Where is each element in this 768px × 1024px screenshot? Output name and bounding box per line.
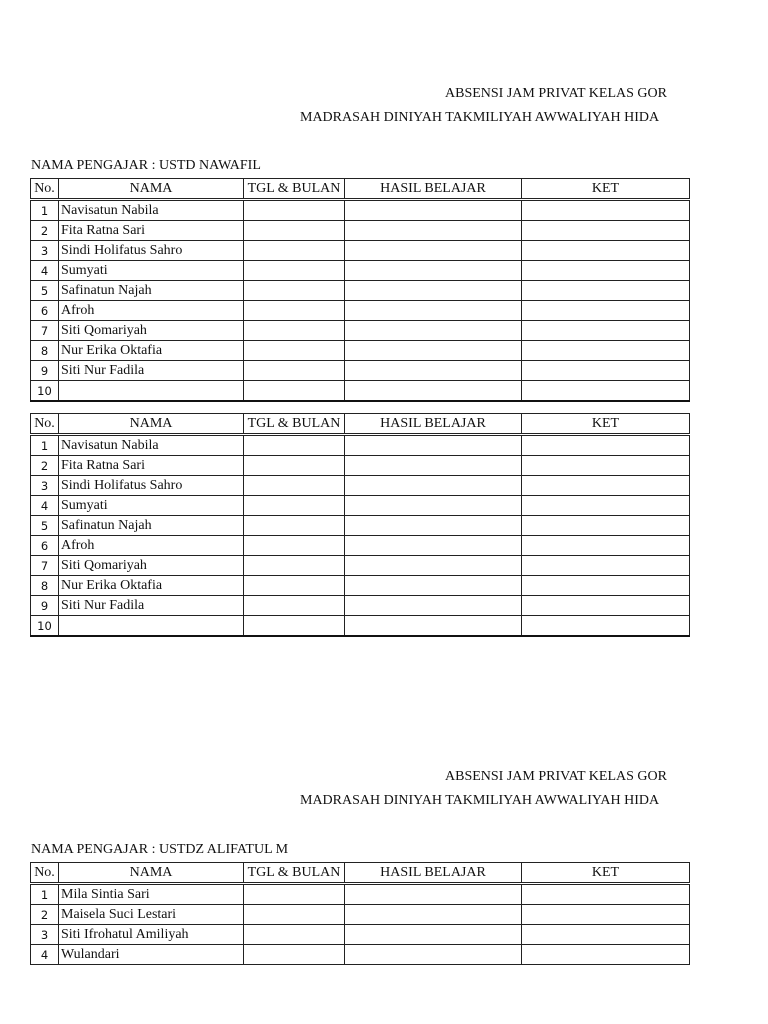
col-header-tgl-bulan: TGL & BULAN: [244, 179, 345, 200]
ket-cell: [522, 905, 690, 925]
name-cell: Afroh: [59, 301, 244, 321]
hasil-belajar-cell: [345, 381, 522, 402]
no-cell: 5: [31, 516, 59, 536]
table-row: [31, 905, 690, 925]
table-row: [31, 516, 690, 536]
table-row: [31, 576, 690, 596]
hasil-belajar-cell: [345, 241, 522, 261]
no-cell: 4: [31, 496, 59, 516]
col-header-no: No.: [31, 863, 59, 884]
ket-cell: [522, 616, 690, 637]
name-cell: Siti Qomariyah: [59, 321, 244, 341]
sheet-subtitle: MADRASAH DINIYAH TAKMILIYAH AWWALIYAH HIDA: [300, 110, 660, 125]
name-cell: Safinatun Najah: [59, 516, 244, 536]
name-cell: Afroh: [59, 536, 244, 556]
name-cell: Wulandari: [59, 945, 244, 965]
name-cell: Nur Erika Oktafia: [59, 341, 244, 361]
ket-cell: [522, 536, 690, 556]
ket-cell: [522, 341, 690, 361]
ket-cell: [522, 261, 690, 281]
hasil-belajar-cell: [345, 596, 522, 616]
ket-cell: [522, 556, 690, 576]
no-cell: 10: [31, 616, 59, 637]
tgl-bulan-cell: [244, 576, 345, 596]
col-header-nama: NAMA: [59, 179, 244, 200]
no-cell: 1: [31, 435, 59, 456]
table-row: [31, 456, 690, 476]
no-cell: 1: [31, 884, 59, 905]
teacher-name: NAMA PENGAJAR : USTD NAWAFIL: [31, 158, 261, 173]
hasil-belajar-cell: [345, 221, 522, 241]
name-cell: Sindi Holifatus Sahro: [59, 476, 244, 496]
name-cell: Navisatun Nabila: [59, 435, 244, 456]
ket-cell: [522, 321, 690, 341]
table-row: [31, 361, 690, 381]
no-cell: 7: [31, 321, 59, 341]
tgl-bulan-cell: [244, 200, 345, 221]
col-header-no: No.: [31, 179, 59, 200]
hasil-belajar-cell: [345, 905, 522, 925]
col-header-hasil-belajar: HASIL BELAJAR: [345, 863, 522, 884]
name-cell: [59, 381, 244, 402]
hasil-belajar-cell: [345, 341, 522, 361]
tgl-bulan-cell: [244, 496, 345, 516]
col-header-nama: NAMA: [59, 414, 244, 435]
no-cell: 4: [31, 945, 59, 965]
no-cell: 2: [31, 905, 59, 925]
hasil-belajar-cell: [345, 301, 522, 321]
col-header-nama: NAMA: [59, 863, 244, 884]
hasil-belajar-cell: [345, 435, 522, 456]
no-cell: 2: [31, 221, 59, 241]
hasil-belajar-cell: [345, 456, 522, 476]
ket-cell: [522, 596, 690, 616]
ket-cell: [522, 925, 690, 945]
col-header-ket: KET: [522, 414, 690, 435]
tgl-bulan-cell: [244, 341, 345, 361]
no-cell: 9: [31, 596, 59, 616]
table-row: [31, 435, 690, 456]
table-row: [31, 381, 690, 402]
tgl-bulan-cell: [244, 905, 345, 925]
tgl-bulan-cell: [244, 321, 345, 341]
col-header-ket: KET: [522, 179, 690, 200]
name-cell: Siti Ifrohatul Amiliyah: [59, 925, 244, 945]
ket-cell: [522, 301, 690, 321]
table-row: [31, 496, 690, 516]
ket-cell: [522, 945, 690, 965]
tgl-bulan-cell: [244, 945, 345, 965]
teacher-name: NAMA PENGAJAR : USTDZ ALIFATUL M: [31, 842, 289, 857]
attendance-table: [30, 862, 690, 965]
ket-cell: [522, 496, 690, 516]
table-row: [31, 321, 690, 341]
tgl-bulan-cell: [244, 241, 345, 261]
hasil-belajar-cell: [345, 616, 522, 637]
tgl-bulan-cell: [244, 616, 345, 637]
hasil-belajar-cell: [345, 536, 522, 556]
name-cell: Sumyati: [59, 496, 244, 516]
hasil-belajar-cell: [345, 945, 522, 965]
ket-cell: [522, 221, 690, 241]
ket-cell: [522, 361, 690, 381]
hasil-belajar-cell: [345, 361, 522, 381]
tgl-bulan-cell: [244, 476, 345, 496]
hasil-belajar-cell: [345, 556, 522, 576]
name-cell: Fita Ratna Sari: [59, 456, 244, 476]
table-row: [31, 200, 690, 221]
ket-cell: [522, 435, 690, 456]
tgl-bulan-cell: [244, 516, 345, 536]
table-row: [31, 221, 690, 241]
ket-cell: [522, 241, 690, 261]
no-cell: 5: [31, 281, 59, 301]
table-row: [31, 261, 690, 281]
sheet-subtitle: MADRASAH DINIYAH TAKMILIYAH AWWALIYAH HIDA: [300, 793, 660, 808]
ket-cell: [522, 381, 690, 402]
hasil-belajar-cell: [345, 200, 522, 221]
name-cell: Fita Ratna Sari: [59, 221, 244, 241]
table-row: [31, 945, 690, 965]
hasil-belajar-cell: [345, 261, 522, 281]
name-cell: [59, 616, 244, 637]
no-cell: 6: [31, 536, 59, 556]
col-header-hasil-belajar: HASIL BELAJAR: [345, 179, 522, 200]
table-row: [31, 616, 690, 637]
table-row: [31, 884, 690, 905]
no-cell: 10: [31, 381, 59, 402]
col-header-no: No.: [31, 414, 59, 435]
name-cell: Mila Sintia Sari: [59, 884, 244, 905]
hasil-belajar-cell: [345, 884, 522, 905]
tgl-bulan-cell: [244, 301, 345, 321]
table-row: [31, 556, 690, 576]
hasil-belajar-cell: [345, 321, 522, 341]
col-header-tgl-bulan: TGL & BULAN: [244, 863, 345, 884]
no-cell: 8: [31, 576, 59, 596]
tgl-bulan-cell: [244, 281, 345, 301]
no-cell: 6: [31, 301, 59, 321]
ket-cell: [522, 281, 690, 301]
table-row: [31, 241, 690, 261]
hasil-belajar-cell: [345, 516, 522, 536]
tgl-bulan-cell: [244, 221, 345, 241]
tgl-bulan-cell: [244, 925, 345, 945]
name-cell: Siti Qomariyah: [59, 556, 244, 576]
no-cell: 8: [31, 341, 59, 361]
tgl-bulan-cell: [244, 261, 345, 281]
sheet-title: ABSENSI JAM PRIVAT KELAS GOR: [445, 769, 667, 784]
table-row: [31, 281, 690, 301]
ket-cell: [522, 884, 690, 905]
tgl-bulan-cell: [244, 361, 345, 381]
hasil-belajar-cell: [345, 576, 522, 596]
name-cell: Sindi Holifatus Sahro: [59, 241, 244, 261]
no-cell: 3: [31, 925, 59, 945]
col-header-tgl-bulan: TGL & BULAN: [244, 414, 345, 435]
col-header-hasil-belajar: HASIL BELAJAR: [345, 414, 522, 435]
attendance-table: [30, 178, 690, 402]
name-cell: Navisatun Nabila: [59, 200, 244, 221]
hasil-belajar-cell: [345, 925, 522, 945]
col-header-ket: KET: [522, 863, 690, 884]
attendance-table: [30, 413, 690, 637]
hasil-belajar-cell: [345, 281, 522, 301]
name-cell: Siti Nur Fadila: [59, 596, 244, 616]
no-cell: 3: [31, 241, 59, 261]
ket-cell: [522, 576, 690, 596]
ket-cell: [522, 516, 690, 536]
tgl-bulan-cell: [244, 536, 345, 556]
hasil-belajar-cell: [345, 496, 522, 516]
table-row: [31, 301, 690, 321]
name-cell: Nur Erika Oktafia: [59, 576, 244, 596]
tgl-bulan-cell: [244, 381, 345, 402]
table-row: [31, 596, 690, 616]
name-cell: Maisela Suci Lestari: [59, 905, 244, 925]
table-row: [31, 476, 690, 496]
table-row: [31, 925, 690, 945]
ket-cell: [522, 200, 690, 221]
name-cell: Sumyati: [59, 261, 244, 281]
no-cell: 2: [31, 456, 59, 476]
no-cell: 1: [31, 200, 59, 221]
no-cell: 7: [31, 556, 59, 576]
tgl-bulan-cell: [244, 456, 345, 476]
no-cell: 3: [31, 476, 59, 496]
hasil-belajar-cell: [345, 476, 522, 496]
table-row: [31, 536, 690, 556]
tgl-bulan-cell: [244, 884, 345, 905]
name-cell: Safinatun Najah: [59, 281, 244, 301]
table-row: [31, 341, 690, 361]
ket-cell: [522, 456, 690, 476]
tgl-bulan-cell: [244, 435, 345, 456]
no-cell: 9: [31, 361, 59, 381]
tgl-bulan-cell: [244, 556, 345, 576]
no-cell: 4: [31, 261, 59, 281]
sheet-title: ABSENSI JAM PRIVAT KELAS GOR: [445, 86, 667, 101]
tgl-bulan-cell: [244, 596, 345, 616]
ket-cell: [522, 476, 690, 496]
name-cell: Siti Nur Fadila: [59, 361, 244, 381]
